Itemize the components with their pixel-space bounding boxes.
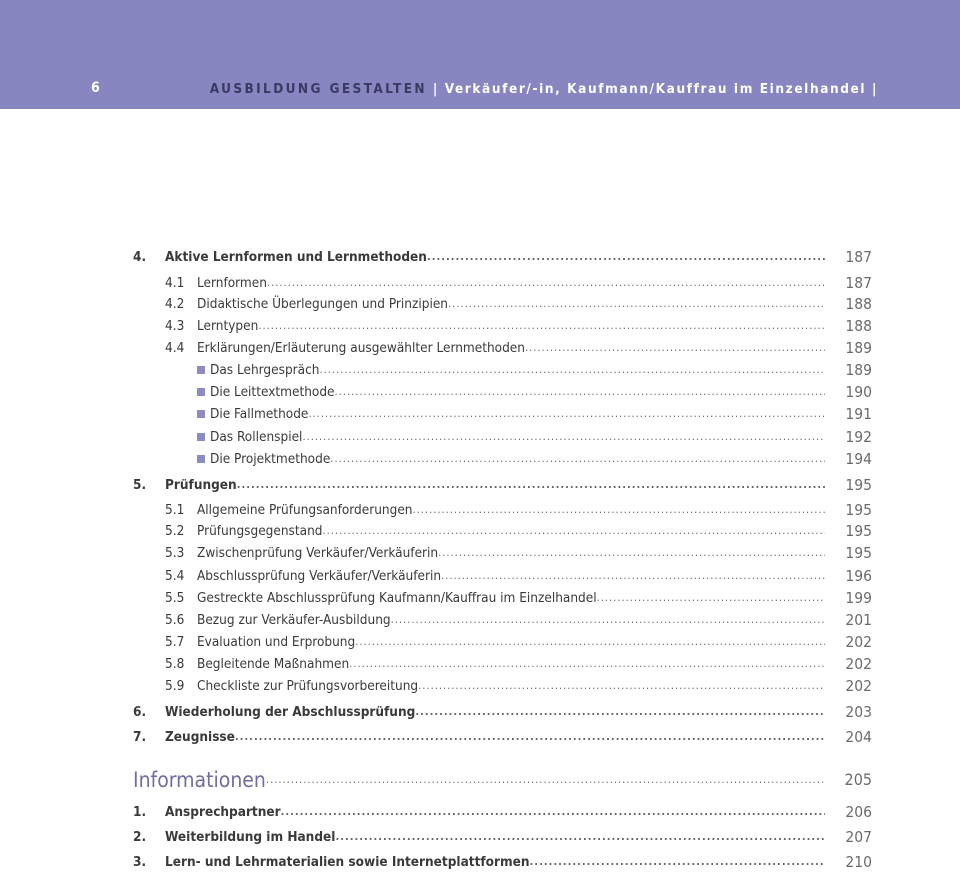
- toc-entry[interactable]: [0, 609, 960, 631]
- dot-leader: [391, 609, 825, 631]
- toc-entry-page: 204: [845, 728, 872, 746]
- dot-leader: [438, 542, 825, 564]
- toc-entry[interactable]: [0, 542, 960, 564]
- dot-leader: [530, 851, 825, 873]
- toc-entry-number: 3.: [133, 854, 147, 870]
- toc-entry-label-wrap: [165, 851, 825, 873]
- toc-entry-page: 202: [845, 633, 872, 651]
- toc-entry-number: 5.4: [165, 568, 185, 584]
- toc-entry-label: Gestreckte Abschlussprüfung Kaufmann/Kauffrau im Einzelhandel: [197, 590, 597, 606]
- toc-entry-label-wrap: [210, 403, 825, 425]
- toc-entry-number: 5.8: [165, 656, 185, 672]
- toc-entry-number: 4.: [133, 249, 147, 265]
- toc-entry-label: Weiterbildung im Handel: [165, 829, 336, 845]
- toc-entry-page: 201: [845, 611, 872, 629]
- toc-entry[interactable]: [0, 675, 960, 697]
- toc-entry-label-wrap: [210, 381, 825, 403]
- toc-entry-number: 4.4: [165, 340, 185, 356]
- toc-entry[interactable]: [0, 631, 960, 653]
- dot-leader: [258, 315, 825, 337]
- toc-entry-page: 187: [845, 274, 872, 292]
- toc-entry-label-wrap: [197, 631, 825, 653]
- toc-entry-label-wrap: [165, 801, 825, 823]
- toc-entry-page: 195: [845, 544, 872, 562]
- dot-leader: [267, 272, 825, 294]
- toc-entry-label: Allgemeine Prüfungsanforderungen: [197, 502, 413, 518]
- toc-entry[interactable]: [0, 499, 960, 521]
- toc-entry-label: Das Lehrgespräch: [210, 362, 320, 378]
- dot-leader: [441, 565, 825, 587]
- dot-leader: [418, 675, 825, 697]
- dot-leader: [319, 359, 825, 381]
- toc-entry-number: 5.: [133, 477, 147, 493]
- toc-entry[interactable]: [0, 359, 960, 381]
- toc-entry-page: 191: [845, 405, 872, 423]
- toc-entry[interactable]: [0, 381, 960, 403]
- toc-entry-page: 189: [845, 361, 872, 379]
- toc-entry-page: 194: [845, 450, 872, 468]
- toc-entry[interactable]: [0, 246, 960, 268]
- toc-entry-label-wrap: [197, 293, 825, 315]
- toc-entry-label: Didaktische Überlegungen und Prinzipien: [197, 296, 448, 312]
- header-title-main: AUSBILDUNG GESTALTEN: [209, 81, 427, 97]
- toc-entry[interactable]: [0, 448, 960, 470]
- toc-entry-label-wrap: [165, 474, 825, 496]
- toc-entry-page: 207: [845, 828, 872, 846]
- toc-entry-number: 5.6: [165, 612, 185, 628]
- toc-entry-label-wrap: [165, 701, 825, 723]
- toc-entry-label-wrap: [197, 542, 825, 564]
- toc-entry-page: 202: [845, 655, 872, 673]
- dot-leader: [415, 701, 825, 723]
- toc-entry[interactable]: [0, 587, 960, 609]
- toc-entry-label-wrap: [165, 726, 825, 748]
- dot-leader: [597, 587, 825, 609]
- toc-entry-number: 5.1: [165, 502, 185, 518]
- toc-entry-label: Prüfungsgegenstand: [197, 523, 323, 539]
- dot-leader: [355, 631, 825, 653]
- toc-entry-label-wrap: [197, 499, 825, 521]
- dot-leader: [323, 520, 825, 542]
- toc-entry-page: 210: [845, 853, 872, 871]
- toc-entry-label-wrap: [210, 426, 825, 448]
- dot-leader: [302, 426, 825, 448]
- toc-entry[interactable]: [0, 403, 960, 425]
- toc-entry-label: Checkliste zur Prüfungsvorbereitung: [197, 678, 419, 694]
- toc-entry-label-wrap: [133, 765, 825, 795]
- toc-entry-label: Ansprechpartner: [165, 804, 281, 820]
- dot-leader: [237, 474, 825, 496]
- square-bullet-icon: [197, 366, 205, 374]
- toc-entry-label: Abschlussprüfung Verkäufer/Verkäuferin: [197, 568, 442, 584]
- toc-entry-label: Zeugnisse: [165, 729, 235, 745]
- toc-entry-label: Lerntypen: [197, 318, 259, 334]
- toc-entry-page: 189: [845, 339, 872, 357]
- header-title: [210, 81, 878, 97]
- toc-entry[interactable]: [0, 565, 960, 587]
- toc-entry-label: Informationen: [133, 768, 266, 792]
- toc-entry-label: Begleitende Maßnahmen: [197, 656, 350, 672]
- square-bullet-icon: [197, 410, 205, 418]
- dot-leader: [427, 246, 825, 268]
- header-page-number: 6: [91, 80, 100, 96]
- dot-leader: [525, 337, 825, 359]
- toc-entry-label: Erklärungen/Erläuterung ausgewählter Lernmethoden: [197, 340, 525, 356]
- toc-entry[interactable]: [0, 426, 960, 448]
- toc-entry[interactable]: [0, 520, 960, 542]
- dot-leader: [266, 765, 825, 795]
- toc-entry-page: 188: [845, 295, 872, 313]
- square-bullet-icon: [197, 388, 205, 396]
- toc-entry-number: 5.3: [165, 545, 185, 561]
- toc-entry-number: 5.7: [165, 634, 185, 650]
- dot-leader: [448, 293, 825, 315]
- toc-entry[interactable]: [0, 315, 960, 337]
- toc-entry[interactable]: [0, 701, 960, 723]
- toc-entry[interactable]: [0, 726, 960, 748]
- toc-entry-label-wrap: [197, 520, 825, 542]
- toc-entry-label-wrap: [197, 653, 825, 675]
- toc-entry-number: 4.2: [165, 296, 185, 312]
- toc-entry-number: 6.: [133, 704, 147, 720]
- toc-entry-label-wrap: [210, 448, 825, 470]
- toc-entry-page: 187: [845, 248, 872, 266]
- toc-entry-number: 2.: [133, 829, 147, 845]
- toc-entry-number: 7.: [133, 729, 147, 745]
- toc-entry[interactable]: [0, 337, 960, 359]
- toc-entry-number: 1.: [133, 804, 147, 820]
- toc-entry-page: 205: [844, 770, 872, 789]
- toc-entry-page: 190: [845, 383, 872, 401]
- toc-entry-label: Aktive Lernformen und Lernmethoden: [165, 249, 427, 265]
- square-bullet-icon: [197, 455, 205, 463]
- toc-entry-label: Bezug zur Verkäufer-Ausbildung: [197, 612, 391, 628]
- toc-entry-number: 5.2: [165, 523, 185, 539]
- toc-entry[interactable]: [0, 851, 960, 873]
- page-header: [0, 0, 960, 109]
- toc-entry-label-wrap: [197, 565, 825, 587]
- toc-entry-number: 4.3: [165, 318, 185, 334]
- toc-entry-label-wrap: [197, 315, 825, 337]
- toc-entry-label: Die Leittextmethode: [210, 384, 335, 400]
- dot-leader: [330, 448, 825, 470]
- dot-leader: [308, 403, 825, 425]
- toc-entry-page: 192: [845, 428, 872, 446]
- toc-entry-page: 203: [845, 703, 872, 721]
- toc-entry[interactable]: [0, 765, 960, 795]
- toc-entry-label: Evaluation und Erprobung: [197, 634, 356, 650]
- toc-entry-label-wrap: [210, 359, 825, 381]
- dot-leader: [281, 801, 825, 823]
- toc-entry-page: 188: [845, 317, 872, 335]
- dot-leader: [413, 499, 826, 521]
- toc-entry-label: Die Fallmethode: [210, 406, 309, 422]
- toc-entry-page: 206: [845, 803, 872, 821]
- toc-entry[interactable]: [0, 272, 960, 294]
- toc-entry-label: Prüfungen: [165, 477, 237, 493]
- toc-entry[interactable]: [0, 826, 960, 848]
- toc-entry-label: Zwischenprüfung Verkäufer/Verkäuferin: [197, 545, 439, 561]
- toc-entry-label-wrap: [197, 675, 825, 697]
- toc-entry-page: 195: [845, 501, 872, 519]
- toc-entry-label-wrap: [197, 337, 825, 359]
- toc-entry-page: 195: [845, 522, 872, 540]
- dot-leader: [349, 653, 825, 675]
- toc-entry[interactable]: [0, 653, 960, 675]
- toc-entry-label-wrap: [197, 609, 825, 631]
- toc-entry-number: 5.5: [165, 590, 185, 606]
- toc-entry-number: 5.9: [165, 678, 185, 694]
- dot-leader: [235, 726, 825, 748]
- toc-entry-page: 195: [845, 476, 872, 494]
- toc-entry[interactable]: [0, 801, 960, 823]
- toc-entry-label-wrap: [165, 246, 825, 268]
- toc-entry-label: Lernformen: [197, 275, 267, 291]
- toc-entry-page: 199: [845, 589, 872, 607]
- toc-entry-label: Lern- und Lehrmaterialien sowie Internetplattformen: [165, 854, 530, 870]
- toc-entry-page: 202: [845, 677, 872, 695]
- dot-leader: [335, 381, 825, 403]
- toc-entry-label-wrap: [197, 272, 825, 294]
- toc-entry-label-wrap: [197, 587, 825, 609]
- toc-entry-label-wrap: [165, 826, 825, 848]
- toc-entry-page: 196: [845, 567, 872, 585]
- toc-entry-number: 4.1: [165, 275, 185, 291]
- toc-entry[interactable]: [0, 474, 960, 496]
- square-bullet-icon: [197, 433, 205, 441]
- toc-entry-label: Wiederholung der Abschlussprüfung: [165, 704, 416, 720]
- dot-leader: [335, 826, 825, 848]
- toc-entry-label: Das Rollenspiel: [210, 429, 303, 445]
- toc-entry[interactable]: [0, 293, 960, 315]
- toc-entry-label: Die Projektmethode: [210, 451, 331, 467]
- header-subtitle: | Verkäufer/-in, Kaufmann/Kauffrau im Einzelhandel |: [432, 81, 878, 97]
